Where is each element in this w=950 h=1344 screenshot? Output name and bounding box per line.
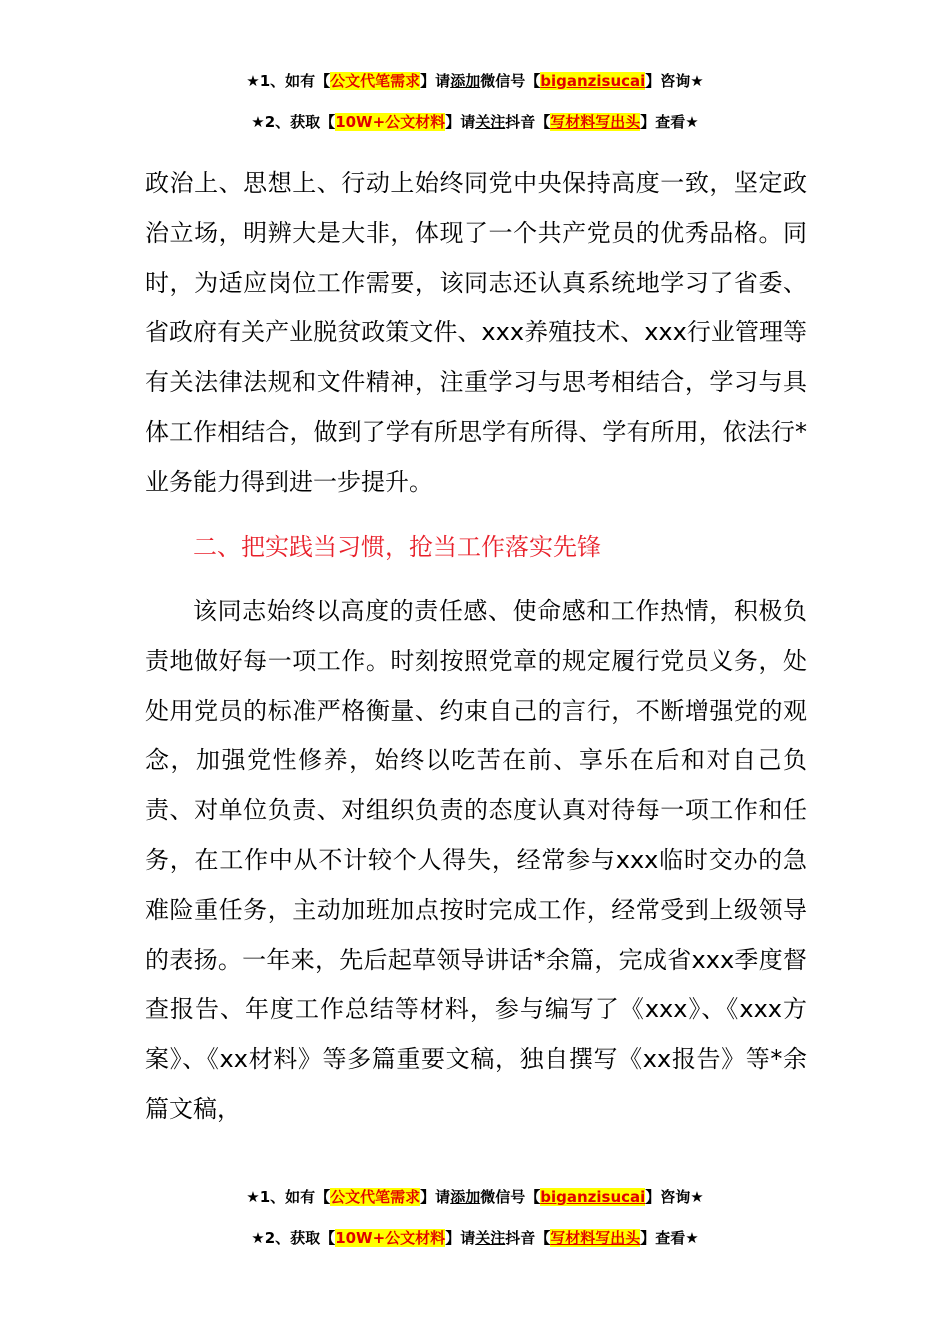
banner-bracket: 【 [320, 113, 336, 131]
paragraph-2 [145, 587, 807, 1135]
banner-bracket: 【 [535, 113, 551, 131]
banner-bracket: 【 [525, 72, 541, 90]
banner-text: ★2、获取 [251, 1229, 321, 1247]
banner-text: 】查看★ [640, 113, 699, 131]
highlight-wechat-id: biganzisucai [540, 72, 646, 90]
banner-bracket: 】请 [420, 1188, 451, 1206]
section-heading: 二、把实践当习惯，抢当工作落实先锋 [193, 533, 601, 561]
banner-text: 微信号 [480, 1188, 526, 1206]
banner-bracket: 【 [535, 1229, 551, 1247]
highlight-account: 写材料写出头 [550, 1229, 641, 1247]
highlight-wechat-id: biganzisucai [540, 1188, 646, 1206]
banner-bracket: 【 [320, 1229, 336, 1247]
banner-bracket: 】请 [445, 113, 476, 131]
highlight-service: 公文代笔需求 [330, 1188, 421, 1206]
highlight-service: 公文代笔需求 [330, 72, 421, 90]
paragraph-2-text: 该同志始终以高度的责任感、使命感和工作热情，积极负责地做好每一项工作。时刻按照党章的规定履行党员义务，处处用党员的标准严格衡量、约束自己的言行，不断增强党的观念，加强党性修养，始终以吃苦在前、享乐在后和对自己负责、对单位负责、对组织负责的态度认真对待每一项工作和任务，在工作中从不计较个人得失，经常参与xxx临时交办的急难险重任务，主动加班加点按时完成工作，经常受到上级领导的表扬。一年来，先后起草领导讲话*余篇，完成省xxx季度督查报告、年度工作总结等材料，参与编写了《xxx》、《xxx方案》、《xx材料》等多篇重要文稿，独自撰写《xx报告》等*余篇文稿， [145, 597, 807, 1123]
underlined-word: 添加 [450, 1188, 481, 1206]
banner-bracket: 【 [315, 72, 331, 90]
top-banner-line-1 [0, 70, 950, 92]
bottom-banner-line-1 [0, 1186, 950, 1208]
underlined-word: 添加 [450, 72, 481, 90]
banner-text: ★1、如有 [246, 1188, 316, 1206]
paragraph-1-text: 政治上、思想上、行动上始终同党中央保持高度一致，坚定政治立场，明辨大是大非，体现了一个共产党员的优秀品格。同时，为适应岗位工作需要，该同志还认真系统地学习了省委、省政府有关产业脱贫政策文件、xxx养殖技术、xxx行业管理等有关法律法规和文件精神，注重学习与思考相结合，学习与具体工作相结合，做到了学有所思学有所得、学有所用，依法行*业务能力得到进一步提升。 [145, 169, 807, 496]
banner-bracket: 】请 [420, 72, 451, 90]
paragraph-1 [145, 159, 807, 508]
banner-bracket: 【 [525, 1188, 541, 1206]
banner-text: 抖音 [505, 113, 536, 131]
banner-text: 】咨询★ [645, 1188, 704, 1206]
highlight-materials: 10W+公文材料 [335, 113, 446, 131]
banner-text: ★1、如有 [246, 72, 316, 90]
banner-text: 】咨询★ [645, 72, 704, 90]
top-banner-line-2 [0, 111, 950, 133]
underlined-word: 关注 [475, 113, 506, 131]
banner-bracket: 【 [315, 1188, 331, 1206]
highlight-account: 写材料写出头 [550, 113, 641, 131]
highlight-materials: 10W+公文材料 [335, 1229, 446, 1247]
banner-bracket: 】请 [445, 1229, 476, 1247]
banner-text: ★2、获取 [251, 113, 321, 131]
underlined-word: 关注 [475, 1229, 506, 1247]
banner-text: 微信号 [480, 72, 526, 90]
banner-text: 】查看★ [640, 1229, 699, 1247]
banner-text: 抖音 [505, 1229, 536, 1247]
bottom-banner-line-2 [0, 1227, 950, 1249]
